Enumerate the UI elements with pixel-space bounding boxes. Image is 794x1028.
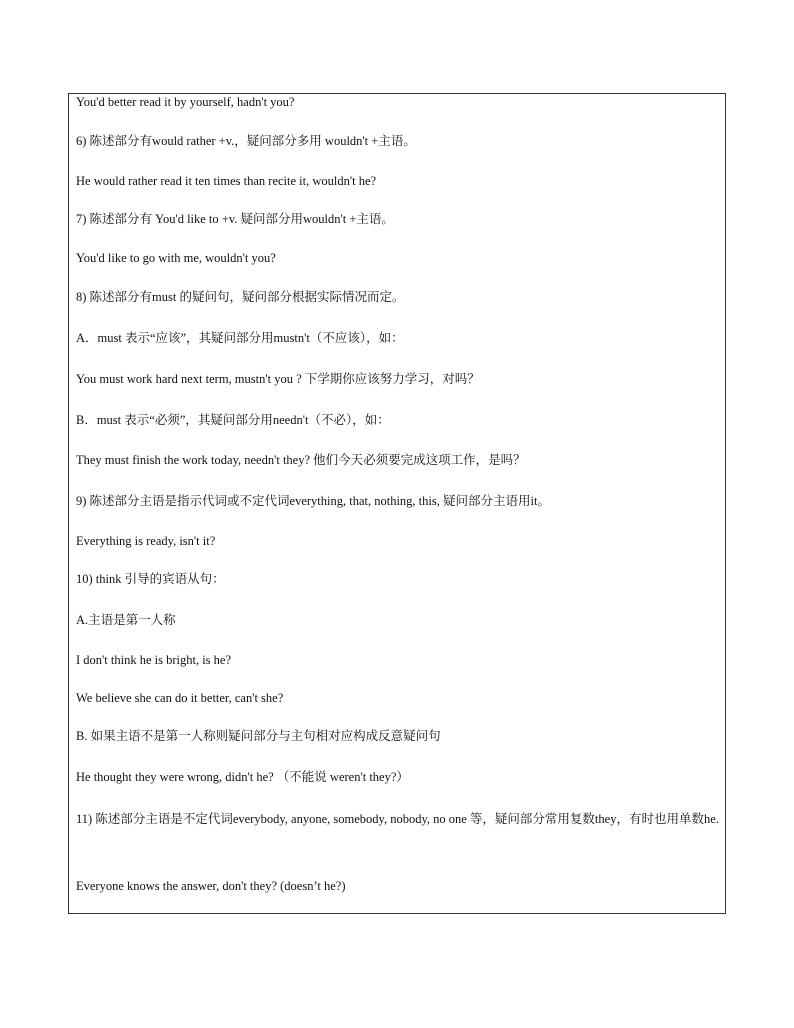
example-sentence: He would rather read it ten times than recite it, wouldn't he? xyxy=(76,174,377,188)
rule-subitem-a: A.主语是第一人称 xyxy=(76,613,176,627)
example-sentence: You must work hard next term, mustn't you ? 下学期你应该努力学习，对吗？ xyxy=(76,372,480,386)
rule-item-11: 11) 陈述部分主语是不定代词everybody, anyone, somebody, nobody, no one 等，疑问部分常用复数they，有时也用单数he. xyxy=(76,812,719,826)
rule-item-7: 7) 陈述部分有 You'd like to +v. 疑问部分用wouldn't +主语。 xyxy=(76,212,394,226)
rule-subitem-a: A．must 表示“应该”，其疑问部分用mustn't（不应该），如： xyxy=(76,331,404,345)
example-sentence: Everyone knows the answer, don't they? (doesn’t he?) xyxy=(76,879,346,893)
rule-item-6: 6) 陈述部分有would rather +v.，疑问部分多用 wouldn't +主语。 xyxy=(76,134,416,148)
rule-subitem-b: B. 如果主语不是第一人称则疑问部分与主句相对应构成反意疑问句 xyxy=(76,729,441,743)
content-table-cell xyxy=(68,93,726,914)
example-sentence: I don't think he is bright, is he? xyxy=(76,653,232,667)
example-sentence: They must finish the work today, needn't they? 他们今天必须要完成这项工作，是吗？ xyxy=(76,453,526,467)
rule-item-9: 9) 陈述部分主语是指示代词或不定代词everything, that, nothing, this, 疑问部分主语用it。 xyxy=(76,494,550,508)
example-sentence: He thought they were wrong, didn't he? （不能说 weren't they?） xyxy=(76,770,409,784)
rule-item-10: 10) think 引导的宾语从句： xyxy=(76,572,225,586)
rule-item-8: 8) 陈述部分有must 的疑问句，疑问部分根据实际情况而定。 xyxy=(76,290,405,304)
example-sentence: You'd like to go with me, wouldn't you? xyxy=(76,251,276,265)
rule-subitem-b: B．must 表示“必须”，其疑问部分用needn't（不必），如： xyxy=(76,413,390,427)
example-sentence: You'd better read it by yourself, hadn't you? xyxy=(76,95,295,109)
example-sentence: Everything is ready, isn't it? xyxy=(76,534,216,548)
example-sentence: We believe she can do it better, can't she? xyxy=(76,691,284,705)
